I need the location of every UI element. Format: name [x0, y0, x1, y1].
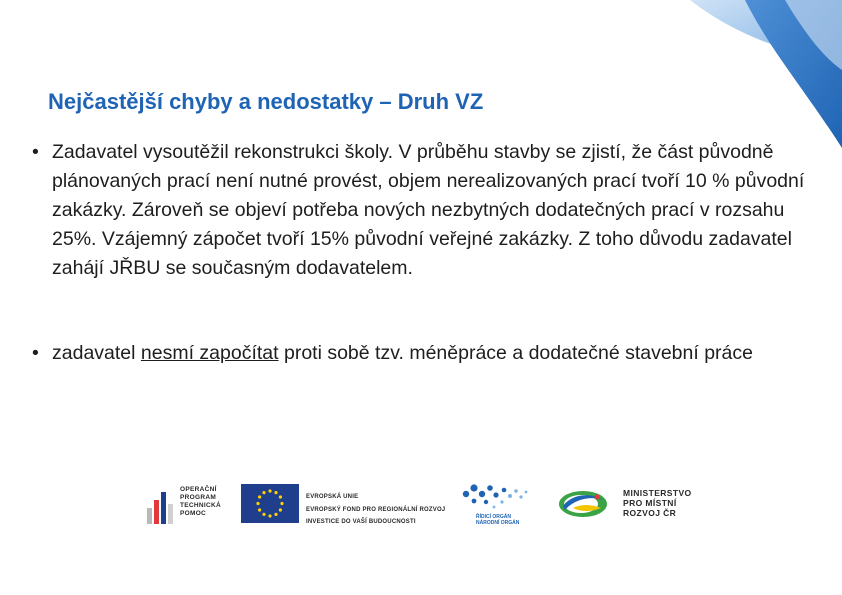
bullet-list — [32, 138, 822, 368]
underlined-phrase: nesmí započítat — [140, 342, 279, 364]
op-program-bars-icon — [147, 492, 173, 524]
eu-logo-text: EVROPSKÁ UNIE EVROPSKÝ FOND PRO REGIONÁLNÍ ROZVOJ INVESTICE DO VAŠÍ BUDOUCNOSTI — [306, 494, 446, 525]
ministry-logo-text: MINISTERSTVO PRO MÍSTNÍ ROZVOJ ČR — [623, 488, 692, 518]
managing-authority-dots-icon — [460, 480, 532, 516]
ministry-emblem-icon — [557, 488, 609, 520]
slide-title: Nejčastější chyby a nedostatky – Druh VZ — [48, 89, 484, 114]
bullet-text-end: proti sobě tzv. méněpráce a dodatečné stavební práce — [278, 342, 753, 364]
corner-swoosh-decoration — [0, 0, 842, 160]
footer-logo-strip — [0, 480, 842, 530]
eu-flag-icon — [241, 484, 299, 523]
op-program-logo-text: OPERAČNÍ PROGRAM TECHNICKÁ POMOC — [180, 486, 221, 517]
bullet-text-start: zadavatel — [52, 342, 141, 364]
managing-authority-logo-text: ŘÍDICÍ ORGÁN NÁRODNÍ ORGÁN — [476, 514, 520, 526]
bullet-item: • Zadavatel vysoutěžil rekonstrukci školy. V průběhu stavby se zjistí, že část původně plánovaných prací není nutné provést, objem nerealizovaných prací tvoří 10 % původní zakázky. Zároveň se objeví potřeba nových nezbytných dodatečných prací v rozsahu 25%. Vzájemný zápočet tvoří 15% původní veřejné zakázky. Z toho důvodu zadavatel zahájí JŘBU se současným dodavatelem. — [32, 138, 822, 283]
bullet-item — [32, 339, 822, 368]
